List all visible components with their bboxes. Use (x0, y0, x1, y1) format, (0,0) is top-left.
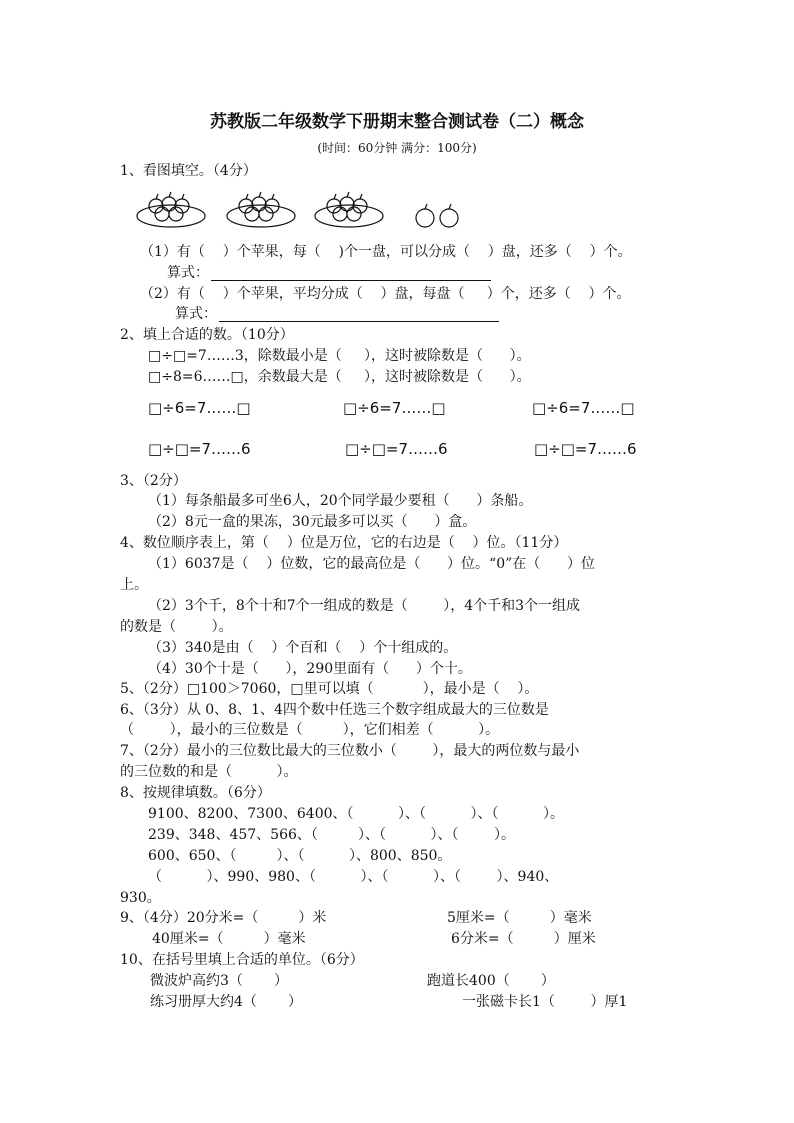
question-3-header: 3、（2分） (120, 473, 187, 489)
formula-label: 算式： (175, 306, 217, 322)
exam-info: (时间：60分钟 满分：100分) (317, 141, 477, 155)
equation-item: □÷6=7……□ (148, 399, 251, 417)
apple-plates-illustration (136, 186, 466, 232)
page-title: 苏教版二年级数学下册期末整合测试卷（二）概念 (210, 112, 584, 132)
question-4-1: （1）6037是（ ）位数，它的最高位是（ ）位。“0”在（ ）位 (148, 556, 595, 572)
question-1-1: （1）有（ ）个苹果，每（ )个一盘，可以分成（ ）盘，还多（ ）个。 (140, 244, 632, 260)
question-4-2: （2）3个千，8个十和7个一组成的数是（ ），4个千和3个一组成 (148, 598, 581, 614)
equation-item: □÷□=7……6 (345, 440, 448, 458)
equation-item: □÷□=7……6 (534, 440, 637, 458)
question-10-3: 练习册厚大约4（ ） (150, 994, 303, 1010)
answer-line (219, 321, 499, 322)
question-3-1: （1）每条船最多可坐6人，20个同学最少要租（ ）条船。 (148, 493, 533, 509)
question-3-2: （2）8元一盒的果冻，30元最多可以买（ ）盒。 (148, 514, 477, 530)
question-8-header: 8、按规律填数。（6分） (120, 785, 271, 801)
question-7: 7、（2分）最小的三位数比最大的三位数小（ ），最大的两位数与最小 (120, 743, 580, 759)
question-4-2-cont: 的数是（ ）。 (120, 619, 233, 635)
question-1-header: 1、看图填空。（4分） (120, 163, 257, 179)
question-4-4: （4）30个十是（ ），290里面有（ ）个十。 (148, 661, 472, 677)
answer-line (211, 280, 491, 281)
formula-label: 算式： (167, 265, 209, 281)
question-2-header: 2、填上合适的数。（10分） (120, 327, 294, 343)
apple-plate-icon (227, 192, 295, 227)
question-6-cont: （ ），最小的三位数是（ ），它们相差（ ）。 (120, 722, 500, 738)
sequence-4: （ ）、990、980、（ ）、（ ）、（ ）、940、 (148, 869, 559, 885)
question-9-3: 40厘米=（ ）毫米 (152, 931, 306, 947)
sequence-1: 9100、8200、7300、6400、（ ）、（ ）、（ ）。 (148, 806, 565, 822)
question-10-2: 跑道长400（ ） (427, 973, 555, 989)
question-5: 5、（2分）□100＞7060，□里可以填（ ），最小是（ ）。 (120, 681, 539, 697)
sequence-3: 600、650、（ ）、（ ）、800、850。 (148, 848, 452, 864)
equation-item: □÷6=7……□ (343, 399, 446, 417)
sequence-2: 239、348、457、566、（ ）、（ ）、（ ）。 (148, 827, 516, 843)
question-10-1: 微波炉高约3（ ） (150, 973, 289, 989)
question-1-2: （2）有（ ）个苹果，平均分成（ ）盘，每盘（ ）个，还多（ ）个。 (140, 286, 631, 302)
sequence-4-cont: 930。 (120, 890, 161, 906)
question-2-2: □÷8=6……□，余数最大是（ ），这时被除数是（ ）。 (148, 369, 531, 385)
question-9-1: 9、（4分）20分米=（ ）米 (120, 910, 327, 926)
question-9-2: 5厘米=（ ）毫米 (447, 910, 592, 926)
loose-apples-icon (416, 204, 458, 227)
equation-item: □÷6=7……□ (532, 399, 635, 417)
apple-plate-icon (315, 192, 383, 227)
question-4-3: （3）340是由（ ）个百和（ ）个十组成的。 (148, 640, 458, 656)
equation-item: □÷□=7……6 (148, 440, 251, 458)
question-4-header: 4、数位顺序表上，第（ ）位是万位，它的右边是（ ）位。（11分） (120, 535, 568, 551)
question-7-cont: 的三位数的和是（ ）。 (120, 764, 298, 780)
question-2-1: □÷□=7……3，除数最小是（ ），这时被除数是（ ）。 (148, 348, 531, 364)
apple-plate-icon (137, 192, 205, 227)
question-4-1-cont: 上。 (120, 577, 148, 593)
question-6: 6、（3分）从 0、8、1、4四个数中任选三个数字组成最大的三位数是 (120, 702, 549, 718)
question-9-4: 6分米=（ ）厘米 (451, 931, 596, 947)
question-10-4: 一张磁卡长1（ ）厚1 (462, 994, 628, 1010)
question-10-header: 10、在括号里填上合适的单位。（6分） (120, 952, 364, 968)
